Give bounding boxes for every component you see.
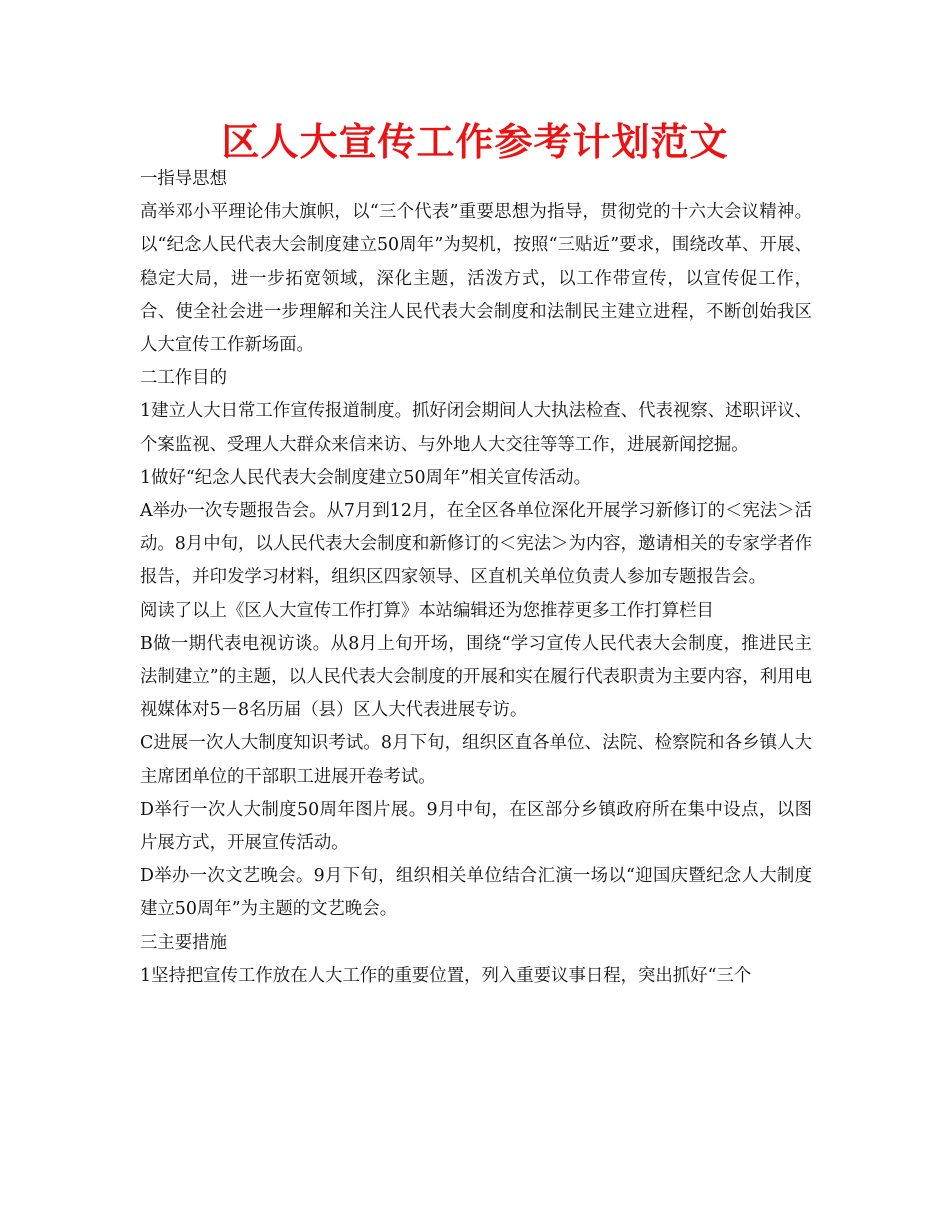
paragraph-guiding-ideology: 高举邓小平理论伟大旗帜，以“三个代表”重要思想为指导，贯彻党的十六大会议精神。以“纪念人民代表大会制度建立50周年”为契机，按照“三贴近”要求，围绕改革、开展、稳定大局，进一步拓宽领域，深化主题，活泼方式，以工作带宣传，以宣传促工作，合、使全社会进一步理解和关注人民代表大会制度和法制民主建立进程，不断创始我区人大宣传工作新场面。: [140, 202, 812, 356]
document-body: [140, 163, 812, 993]
section-heading-guiding-ideology: 一指导思想: [140, 169, 227, 189]
paragraph-measure-1: 1坚持把宣传工作放在人大工作的重要位置，列入重要议事日程，突出抓好“三个: [140, 965, 752, 986]
paragraph-item-d-photo-exhibition: D举行一次人大制度50周年图片展。9月中旬，在区部分乡镇政府所在集中设点，以图片展方式，开展宣传活动。: [140, 799, 812, 854]
paragraph-goal-reporting-system: 1建立人大日常工作宣传报道制度。抓好闭会期间人大执法检查、代表视察、述职评议、个案监视、受理人大群众来信来访、与外地人大交往等等工作，进展新闻挖掘。: [140, 401, 812, 455]
paragraph-item-c-knowledge-exam: C进展一次人大制度知识考试。8月下旬，组织区直各单位、法院、检察院和各乡镇人大主席团单位的干部职工进展开卷考试。: [140, 733, 812, 787]
document-title: 区人大宣传工作参考计划范文: [221, 120, 729, 164]
paragraph-item-d-gala: D举办一次文艺晚会。9月下旬，组织相关单位结合汇演一场以“迎国庆暨纪念人大制度建立50周年”为主题的文艺晚会。: [140, 866, 812, 920]
section-heading-work-goals: 二工作目的: [140, 368, 227, 389]
paragraph-goal-anniversary: 1做好“纪念人民代表大会制度建立50周年”相关宣传活动。: [140, 467, 591, 488]
paragraph-site-recommendation: 阅读了以上《区人大宣传工作打算》本站编辑还为您推荐更多工作打算栏目: [140, 600, 714, 621]
paragraph-item-a-report-meeting: A举办一次专题报告会。从7月到12月，在全区各单位深化开展学习新修订的＜宪法＞活动。8月中旬，以人民代表大会制度和新修订的＜宪法＞为内容，邀请相关的专家学者作报告，并印发学习材料，组织区四家领导、区直机关单位负责人参加专题报告会。: [140, 501, 812, 588]
paragraph-item-b-tv-interview: B做一期代表电视访谈。从8月上旬开场，围绕“学习宣传人民代表大会制度，推进民主法制建立”的主题，以人民代表大会制度的开展和实在履行代表职责为主要内容，利用电视媒体对5－8名历届（县）区人大代表进展专访。: [140, 633, 812, 721]
section-heading-main-measures: 三主要措施: [140, 932, 227, 953]
